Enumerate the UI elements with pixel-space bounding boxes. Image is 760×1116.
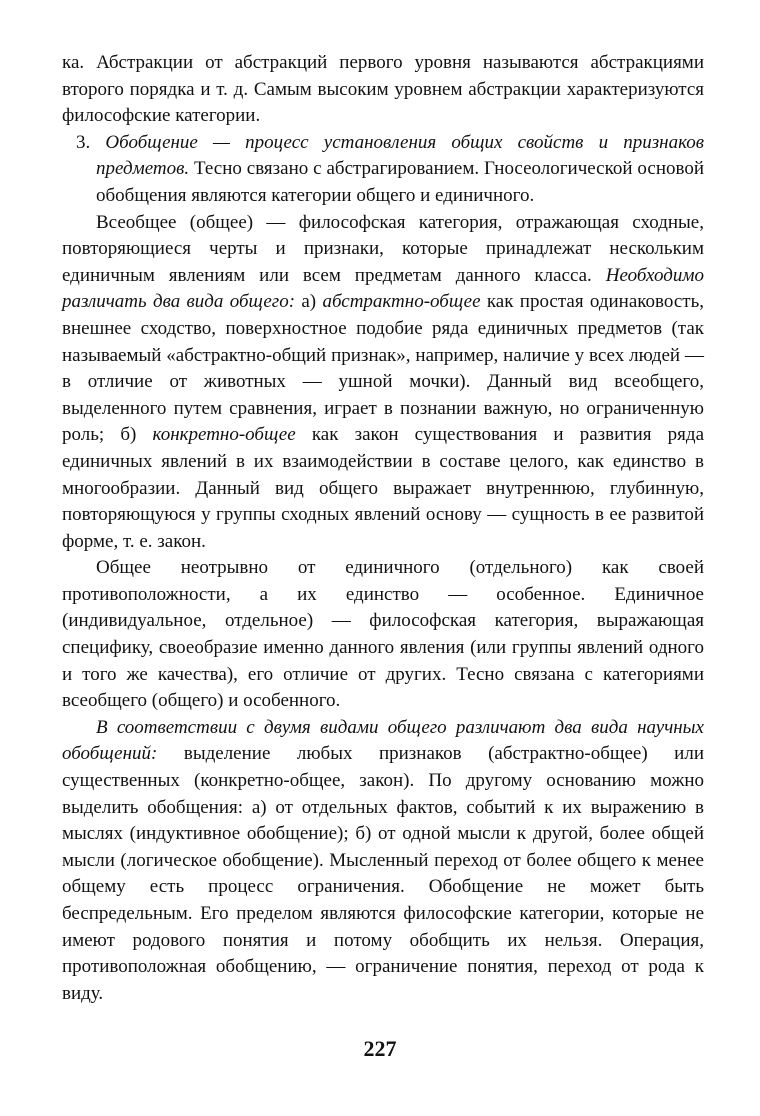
page-text	[62, 50, 704, 1007]
emphasis-abstract-general: абстрактно-общее	[322, 291, 481, 313]
paragraph-single-text: Общее неотрывно от единичного (отдельного) как своей противоположности, а их единство — особенное. Единичное (индивидуальное, отдельное) — философская категория, выражающая специфику, своеобразие именно данного явления (или группы явлений одного и того же качества), его отличие от других. Тесно связана с категориями всеобщего (общего) и особенного.	[62, 557, 704, 712]
list-item-3-text: Тесно связано с абстрагированием. Гносеологической основой обобщения являются категории общего и единичного.	[96, 158, 704, 206]
list-item-number: 3.	[76, 131, 91, 153]
paragraph-universal	[62, 210, 704, 556]
paragraph-universal-text-a: Всеобщее (общее) — философская категория, отражающая сходные, повторяющиеся черты и признаки, которые принадлежат нескольким единичным явлениям или всем предметам данного класса.	[62, 211, 704, 286]
paragraph-1-text: ка. Абстракции от абстракций первого уровня называются абстракциями второго порядка и т. д. Самым высоким уровнем абстракции характеризуются философские категории.	[62, 52, 704, 127]
emphasis-concrete-general: конкретно-общее	[152, 424, 296, 446]
paragraph-single	[62, 555, 704, 715]
emphasis-two-kinds: Необходимо различать два вида общего:	[62, 264, 704, 313]
paragraph-universal-text-c: как простая одинаковость, внешнее сходство, поверхностное подобие ряда единичных предметов (так называемый «абстрактно-общий признак», например, наличие у всех людей — в отличие от животных — ушной мочки). Данный вид всеобщего, выделенного путем сравнения, играет в познании важную, но ограниченную роль; б)	[62, 291, 705, 446]
emphasis-two-kinds-generalization: В соответствии с двумя видами общего различают два вида научных обобщений:	[62, 716, 704, 765]
paragraph-generalizations	[62, 715, 704, 1008]
paragraph-generalizations-text: выделение любых признаков (абстрактно-общее) или существенных (конкретно-общее, закон). По другому основанию можно выделить обобщения: а) от отдельных фактов, событий к их выражению в мыслях (индуктивное обобщение); б) от одной мысли к другой, более общей мысли (логическое обобщение). Мысленный переход от более общего к менее общему есть процесс ограничения. Обобщение не может быть беспредельным. Его пределом являются философские категории, которые не имеют родового понятия и потому обобщить их нельзя. Операция, противоположная обобщению, — ограничение понятия, переход от рода к виду.	[62, 743, 704, 1004]
page-number: 227	[363, 1036, 397, 1061]
definition-generalization: Обобщение — процесс установления общих свойств и признаков предметов.	[96, 131, 705, 180]
paragraph-universal-text-d: как закон существования и развития ряда единичных явлений в их взаимодействии в составе целого, как единство в многообразии. Данный вид общего выражает внутреннюю, глубинную, повторяющуюся у группы сходных явлений основу — сущность в ее развитой форме, т. е. закон.	[62, 424, 705, 552]
paragraph-universal-text-b: а)	[295, 291, 323, 313]
paragraph-1	[62, 50, 704, 130]
list-item-3	[62, 130, 704, 210]
